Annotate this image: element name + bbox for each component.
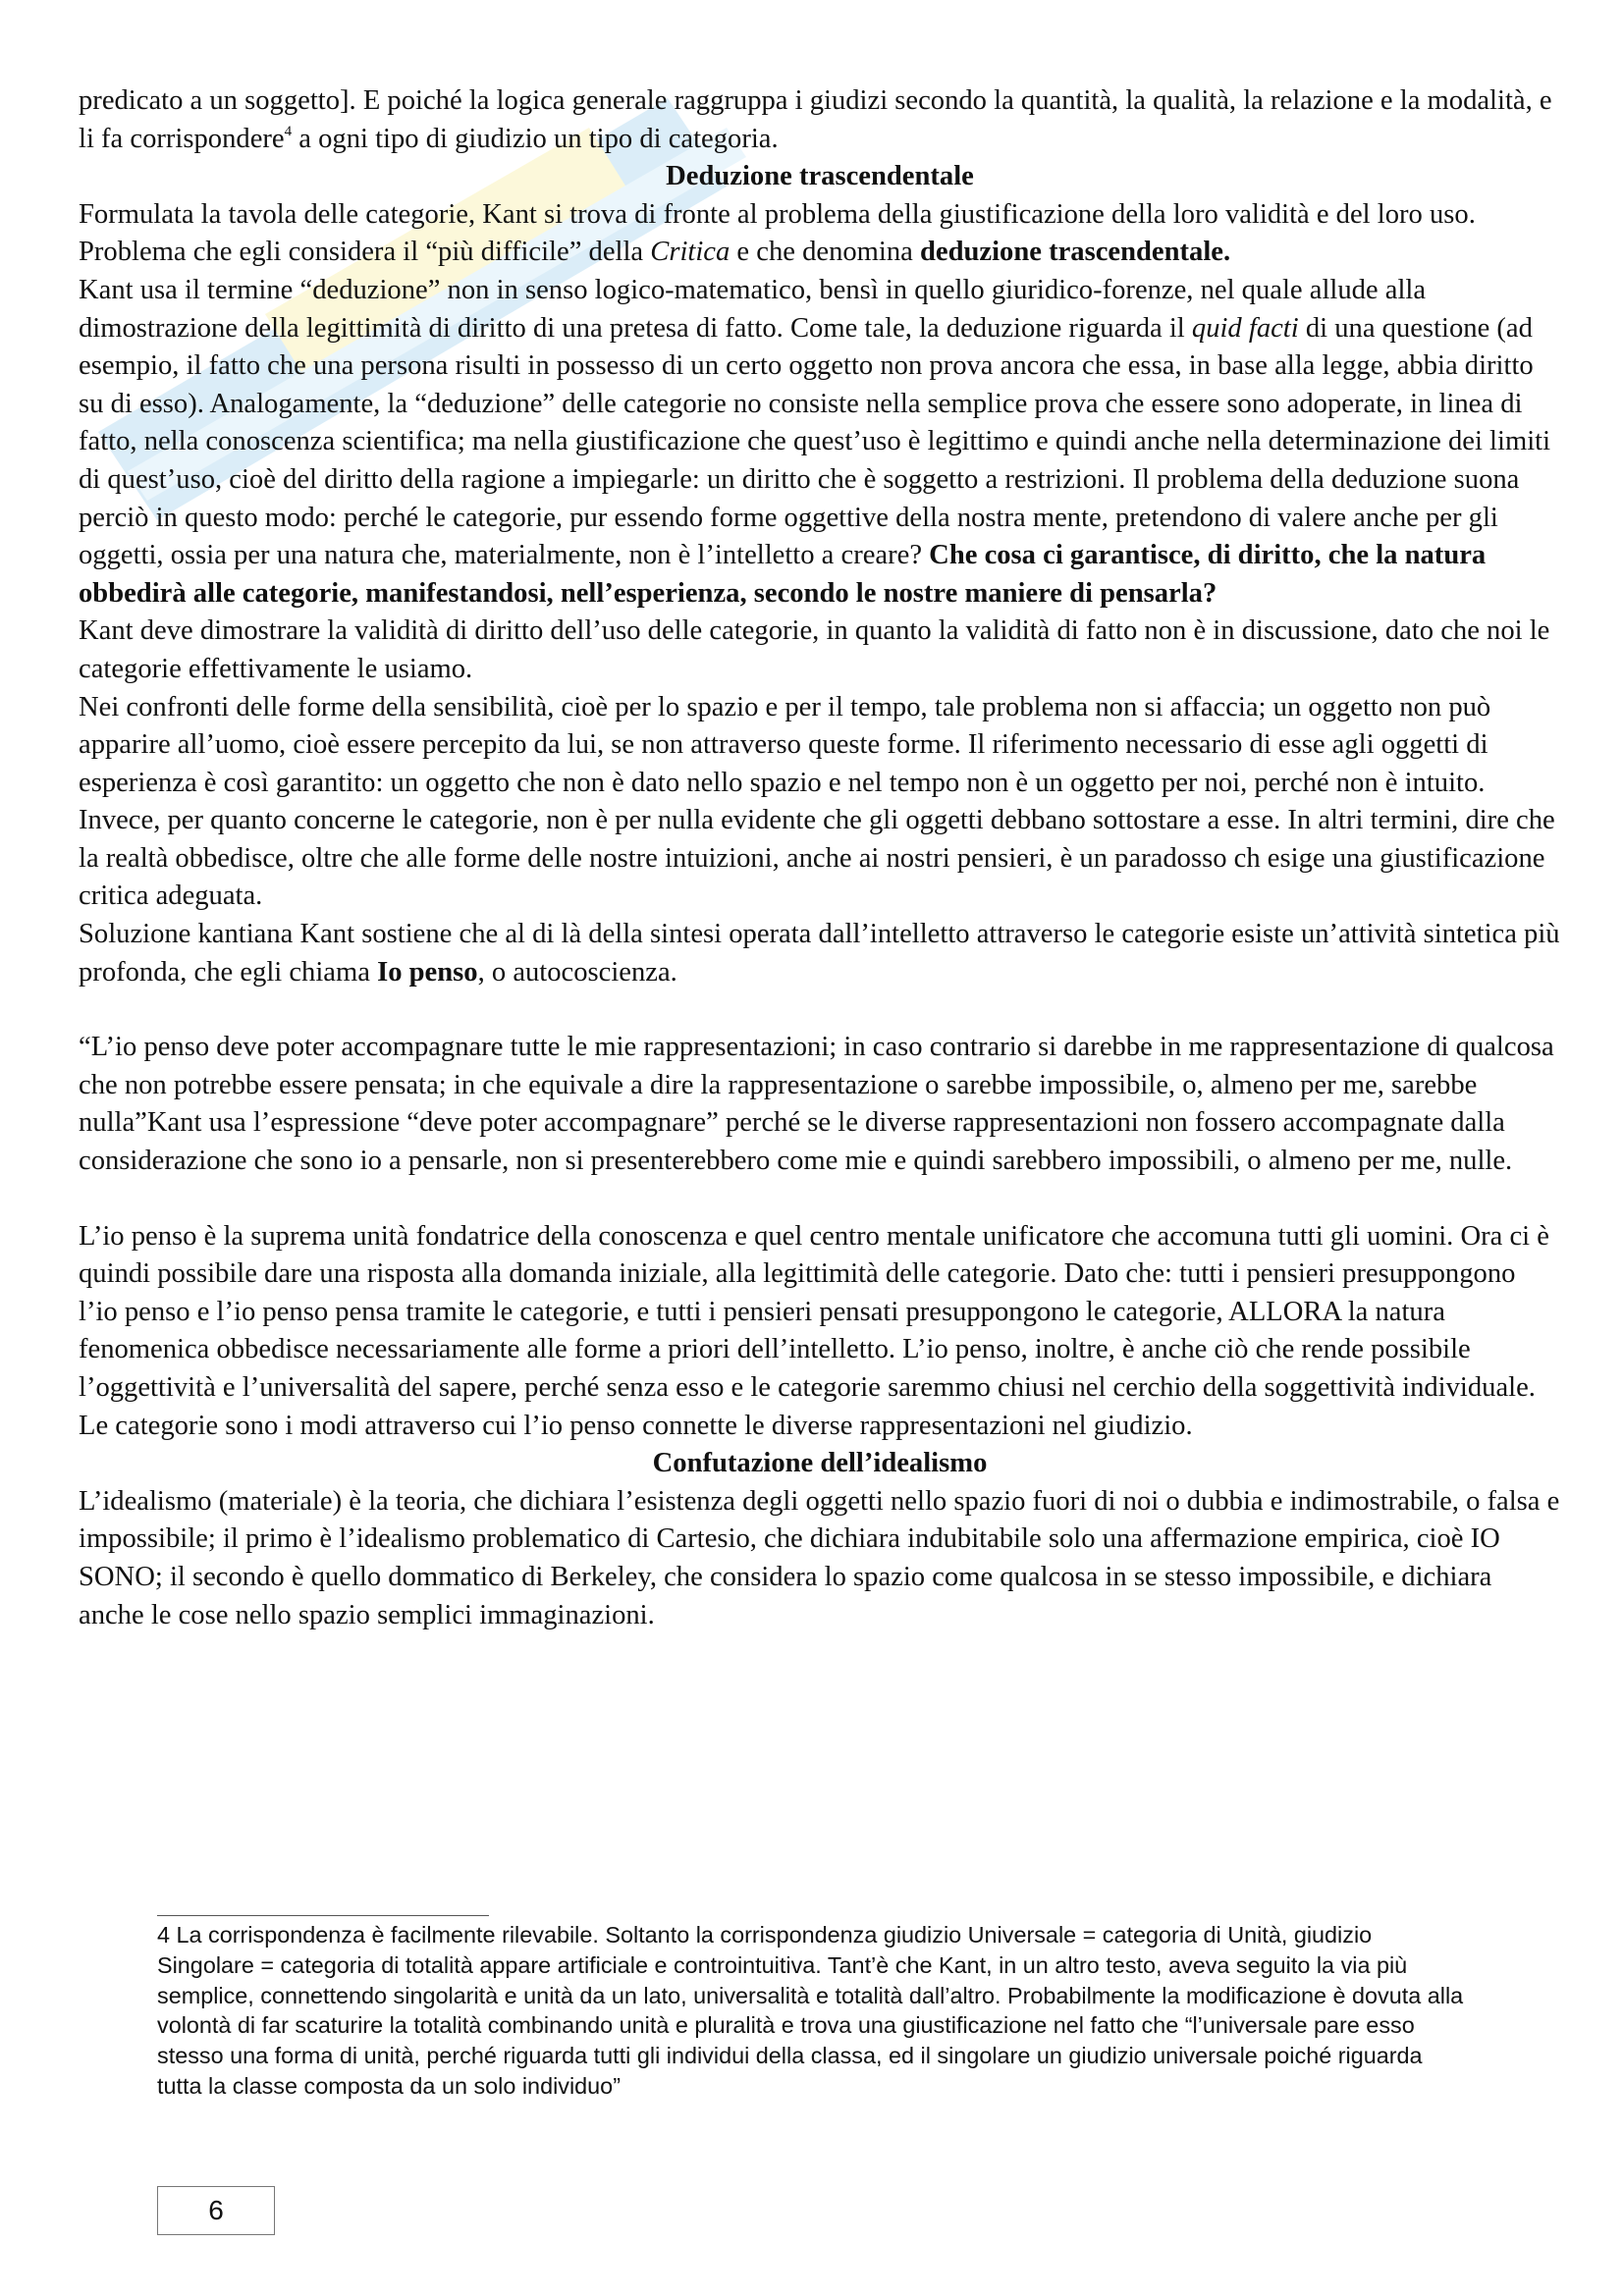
paragraph-io-penso: L’io penso è la suprema unità fondatrice della conoscenza e quel centro mentale unificatore che accomuna tutti gli uomini. Ora ci è quindi possibile dare una risposta alla domanda iniziale, alla legittimità delle categorie. Dato che: tutti i pensieri presuppongono l’io penso e l’io penso pensa tramite le categorie, e tutti i pensieri pensati presuppongono le categorie, ALLORA la natura fenomenica obbedisce necessariamente alle forme a priori dell’intelletto. L’io penso, inoltre, è anche ciò che rende possibile l’oggettività e l’universalità del sapere, perché senza esso e le categorie saremmo chiusi nel cerchio della soggettività individuale. Le categorie sono i modi attraverso cui l’io penso connette le diverse rappresentazioni nel giudizio.	[79, 1220, 1549, 1441]
paragraph-citazione: “L’io penso deve poter accompagnare tutte le mie rappresentazioni; in caso contrario si darebbe in me rappresentazione di qualcosa che non potrebbe essere pensata; in che equivale a dire la rappresentazione o sarebbe impossibile, o, almeno per me, sarebbe nulla”Kant usa l’espressione “deve poter accompagnare” perché se le diverse rappresentazioni non fossero accompagnate dalla considerazione che sono io a pensarle, non si presenterebbero come mie e quindi sarebbero impossibili, o almeno per me, nulle.	[79, 1032, 1554, 1177]
footnote-4: 4 La corrispondenza è facilmente rilevabile. Soltanto la corrispondenza giudizio Universale = categoria di Unità, giudizio Singolare = categoria di totalità appare artificiale e controintuitiva. Tant’è che Kant, in un altro testo, aveva seguito la via più semplice, connettendo singolarità e unità da un lato, universalità e totalità dall’altro. Probabilmente la modificazione è dovuta alla volontà di far scaturire la totalità combinando unità e pluralità e trova una giustificazione nel fatto che “l’universale pare esso stesso una forma di unità, perché riguarda tutti gli individui della classa, ed il singolare un giudizio universale poiché riguarda tutta la classe composta da un solo individuo”	[157, 1922, 1464, 2099]
paragraph-validita: Kant deve dimostrare la validità di diritto dell’uso delle categorie, in quanto la validità di fatto non è in discussione, dato che noi le categorie effettivamente le usiamo.	[79, 615, 1550, 684]
page-number: 6	[157, 2186, 275, 2235]
paragraph-tavola: Formulata la tavola delle categorie, Kant si trova di fronte al problema della giustificazione della loro validità e del loro uso. Problema che egli considera il “più difficile” della Critica e che denomina deduzione trascendentale.	[79, 198, 1476, 268]
document-body	[79, 82, 1561, 1634]
footnote-separator	[157, 1915, 489, 1916]
paragraph-idealismo: L’idealismo (materiale) è la teoria, che dichiara l’esistenza degli oggetti nello spazio fuori di noi o dubbia e indimostrabile, o falsa e impossibile; il primo è l’idealismo problematico di Cartesio, che dichiara indubitabile solo una affermazione empirica, cioè IO SONO; il secondo è quello dommatico di Berkeley, che considera lo spazio come qualcosa in se stesso impossibile, e dichiara anche le cose nello spazio semplici immaginazioni.	[79, 1485, 1560, 1630]
paragraph-intro: predicato a un soggetto]. E poiché la logica generale raggruppa i giudizi secondo la quantità, la qualità, la relazione e la modalità, e li fa corrispondere$^4$ a ogni tipo di giudizio un tipo di categoria.	[79, 85, 1552, 154]
footnote-reference[interactable]: 4	[284, 123, 293, 139]
paragraph-soluzione: Soluzione kantiana Kant sostiene che al di là della sintesi operata dall’intelletto attraverso le categorie esiste un’attività sintetica più profonda, che egli chiama Io penso, o autocoscienza.	[79, 919, 1560, 988]
paragraph-deduzione: Kant usa il termine “deduzione” non in senso logico-matematico, bensì in quello giuridico-forenze, nel quale allude alla dimostrazione della legittimità di diritto di una pretesa di fatto. Come tale, la deduzione riguarda il quid facti di una questione (ad esempio, il fatto che una persona risulti in possesso di un certo oggetto non prova ancora che essa, in base alla legge, abbia diritto su di esso). Analogamente, la “deduzione” delle categorie no consiste nella semplice prova che essere sono adoperate, in linea di fatto, nella conoscenza scientifica; ma nella giustificazione che quest’uso è legittimo e quindi anche nella determinazione dei limiti di quest’uso, cioè del diritto della ragione a impiegarle: un diritto che è soggetto a restrizioni. Il problema della deduzione suona perciò in questo modo: perché le categorie, pur essendo forme oggettive della nostra mente, pretendono di valere anche per gli oggetti, ossia per una natura che, materialmente, non è l’intelletto a creare? Che cosa ci garantisce, di diritto, che la natura obbedirà alle categorie, manifestandosi, nell’esperienza, secondo le nostre maniere di pensarla?	[79, 274, 1551, 609]
section-heading-deduzione: Deduzione trascendentale	[666, 161, 974, 192]
section-heading-confutazione: Confutazione dell’idealismo	[652, 1448, 988, 1479]
footnotes	[157, 1920, 1473, 2102]
paragraph-sensibilita: Nei confronti delle forme della sensibilità, cioè per lo spazio e per il tempo, tale problema non si affaccia; un oggetto non può apparire all’uomo, cioè essere percepito da lui, se non attraverso queste forme. Il riferimento necessario di esse agli oggetti di esperienza è così garantito: un oggetto che non è dato nello spazio e nel tempo non è un oggetto per noi, perché non è intuito. Invece, per quanto concerne le categorie, non è per nulla evidente che gli oggetti debbano sottostare a esse. In altri termini, dire che la realtà obbedisce, oltre che alle forme delle nostre intuizioni, anche ai nostri pensieri, è un paradosso ch esige una giustificazione critica adeguata.	[79, 691, 1555, 912]
